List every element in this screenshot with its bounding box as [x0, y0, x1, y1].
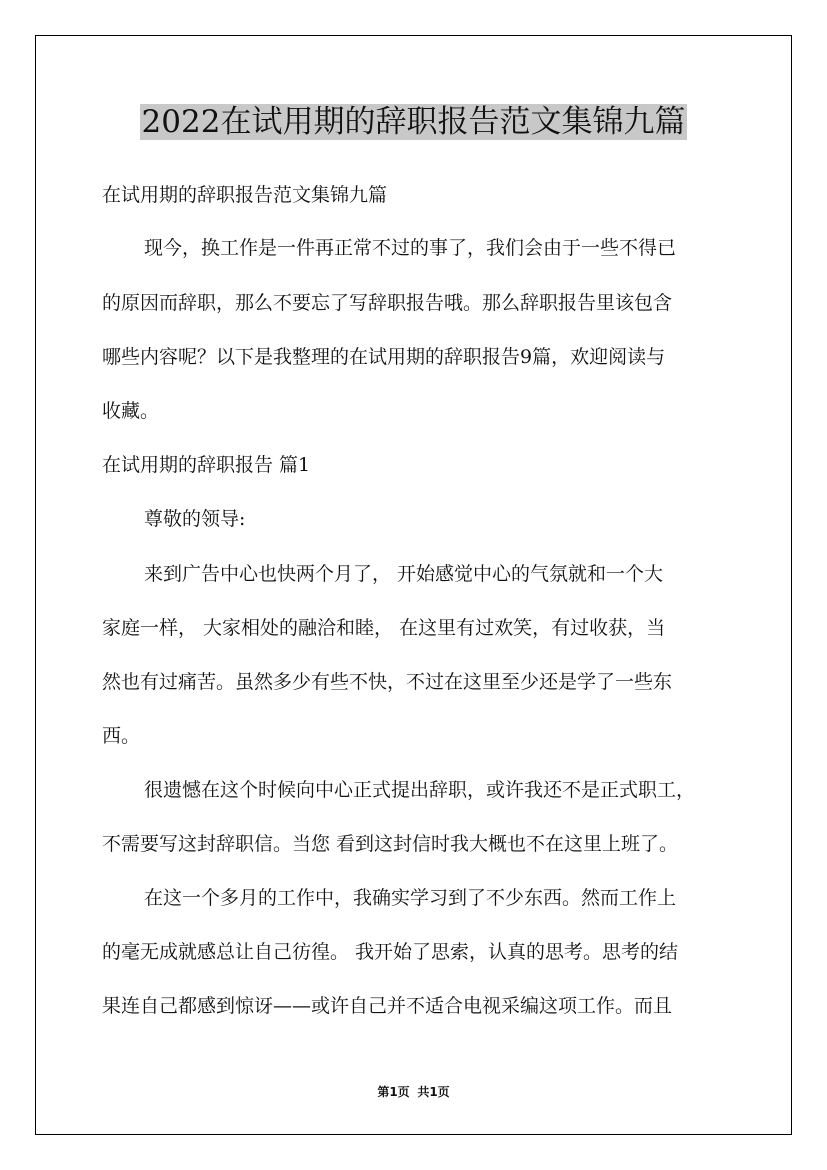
paragraph-line: 很遗憾在这个时候向中心正式提出辞职，或许我还不是正式职工，	[144, 779, 696, 801]
page-total: 共1页	[417, 1085, 450, 1099]
paragraph-line: 的原因而辞职，那么不要忘了写辞职报告哦。那么辞职报告里该包含	[102, 292, 673, 314]
paragraph-line: 收藏。	[102, 400, 160, 422]
paragraph-line: 的毫无成就感总让自己彷徨。 我开始了思索，认真的思考。思考的结	[102, 941, 679, 963]
paragraph-line: 西。	[102, 725, 141, 747]
paragraph-line: 来到广告中心也快两个月了， 开始感觉中心的气氛就和一个大	[144, 563, 664, 585]
document-title	[0, 100, 827, 144]
subtitle-line: 在试用期的辞职报告范文集锦九篇	[102, 184, 388, 206]
section-heading: 在试用期的辞职报告 篇1	[102, 454, 311, 476]
page-number: 第1页	[377, 1085, 410, 1099]
paragraph-line: 然也有过痛苦。虽然多少有些不快，不过在这里至少还是学了一些东	[102, 671, 673, 693]
page-footer	[0, 1084, 827, 1100]
paragraph-line: 果连自己都感到惊讶——或许自己并不适合电视采编这项工作。而且	[102, 995, 673, 1017]
paragraph-line: 哪些内容呢？以下是我整理的在试用期的辞职报告9篇，欢迎阅读与	[102, 346, 666, 368]
paragraph-line: 家庭一样， 大家相处的融洽和睦， 在这里有过欢笑，有过收获，当	[102, 617, 666, 639]
paragraph-line: 现今，换工作是一件再正常不过的事了，我们会由于一些不得已	[144, 237, 677, 259]
paragraph-line: 在这一个多月的工作中，我确实学习到了不少东西。然而工作上	[144, 887, 677, 909]
salutation-line: 尊敬的领导:	[144, 508, 246, 530]
document-title-text: 2022在试用期的辞职报告范文集锦九篇	[141, 104, 686, 140]
paragraph-line: 不需要写这封辞职信。当您 看到这封信时我大概也不在这里上班了。	[102, 833, 679, 855]
